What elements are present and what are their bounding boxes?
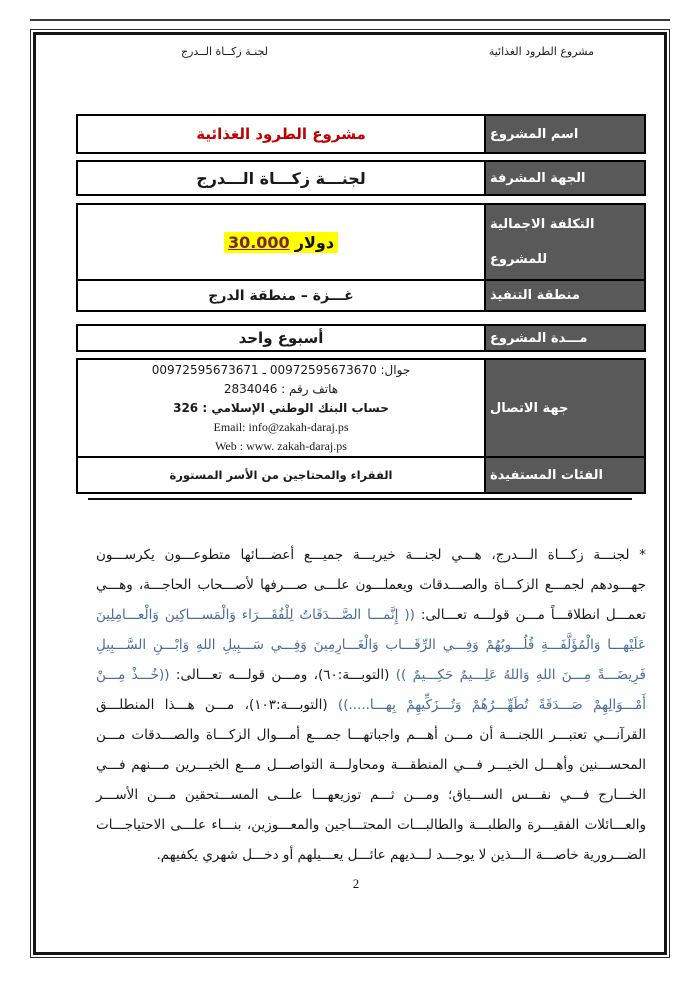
total-cost-label-line1: التكلفة الاجمالية xyxy=(490,217,595,232)
project-name-value xyxy=(78,116,484,152)
contact-mobile-line: جوال: 00972595673670 ـ 00972595673671 xyxy=(151,362,411,377)
supervising-body-value xyxy=(78,162,484,194)
total-cost-label xyxy=(484,205,644,279)
table-row-project-duration xyxy=(76,324,646,352)
table-row-contact xyxy=(76,358,646,458)
beneficiaries-value xyxy=(78,458,484,492)
cost-amount: 30.000 xyxy=(227,232,290,252)
page-frame xyxy=(30,29,670,958)
paragraph-body: (التوبـــة:١٠٣)، مـــن هـــذا المنطلـــق القرآنـــي تعتبـــر اللجنـــة أن مـــن أهـــم واجباتهـــا جمـــع أمـــوال الزكـــاة والصـــدقات مـــن المحســـنين وأهـــل الخيـــر فـــي المنطقـــة ومحاولـــة التواصـــل مـــع الخيـــرين مـــنهم فـــي الخـــارج فـــي نفـــس الســـياق؛ ومـــن ثـــم توزيعهـــا علـــى المســـتحقين مـــن الأســـر والعـــائلات الفقيـــرة والطلبـــة والطالبـــات المحتـــاجين والمعـــوزين، بنـــاء علـــى الاحتياجـــات الضـــرورية خاصـــة الـــذين لا يوجـــد لـــديهم عائـــل يعـــيلهم أو دخـــل شهري يكفيهم. xyxy=(96,697,646,863)
project-duration-value xyxy=(78,326,484,350)
implementation-area-text: غـــزة – منطقة الدرج xyxy=(208,287,354,304)
total-cost-label-line2: للمشروع xyxy=(490,252,548,267)
beneficiaries-label: الفئات المستفيدة xyxy=(484,458,644,492)
contact-email-line: Email: info@zakah-daraj.ps xyxy=(213,419,349,434)
beneficiaries-text: الفقراء والمحتاجين من الأسر المستورة xyxy=(169,468,393,482)
project-name-label: اسم المشروع xyxy=(484,116,644,152)
contact-bank-line: حساب البنك الوطني الإسلامي : 326 xyxy=(173,400,389,415)
table-bottom-rule xyxy=(88,498,632,500)
running-header xyxy=(36,45,664,65)
table-row-beneficiaries xyxy=(76,458,646,494)
table-row-implementation-area xyxy=(76,281,646,312)
cost-currency: دولار xyxy=(294,232,335,252)
contact-label: جهة الاتصال xyxy=(484,360,644,456)
supervising-body-label: الجهة المشرفة xyxy=(484,162,644,194)
page-number: 2 xyxy=(352,876,360,891)
contact-web-line: Web : www. zakah-daraj.ps xyxy=(215,438,347,453)
verse-1-reference: (التوبـــة:٦٠)، ومـــن قولـــه تعـــالى: xyxy=(169,667,396,683)
cost-highlight xyxy=(224,232,338,253)
about-committee-paragraph xyxy=(96,540,646,870)
supervising-body-text: لجنـــة زكـــاة الـــدرج xyxy=(196,168,366,188)
table-row-supervising-body xyxy=(76,160,646,196)
contact-value xyxy=(78,360,484,456)
top-rule xyxy=(30,19,670,21)
table-row-project-name xyxy=(76,114,646,154)
project-info-table xyxy=(76,114,646,494)
quran-verse-1: (( إِنَّمـــا الصَّـــدَقَاتُ لِلْفُقَـــرَاء وَالْمَســـاكِين وَالْعـــامِلِينَ عَلَيْهـــا وَالْمُؤَلَّفَـــةِ قُلُـــوبُهُمْ وَفِـــي الرِّقَـــاب وَالْغَـــارِمِينَ وَفِـــي سَـــبِيلِ اللهِ وَابْـــنِ السَّـــبِيلِ فَرِيضَـــةً مِـــنَ اللهِ وَاللهُ عَلِـــيمٌ حَكِـــيمٌ )) xyxy=(96,607,646,683)
project-name-text: مشروع الطرود الغذائية xyxy=(196,125,366,143)
paragraph-intro: * لجنـــة زكـــاة الـــدرج، هـــي لجنـــة خيريـــة جميـــع أعضـــائها متطوعـــون يكرســـون جهـــودهم لجمـــع الزكـــاة والصـــدقات ويعملـــون علـــى صـــرفها لأصـــحاب الحاجـــة، وهـــي تعمـــل انطلاقـــاً مـــن قولـــه تعـــالى: xyxy=(96,547,646,623)
project-duration-label: مـــدة المشروع xyxy=(484,326,644,350)
table-row-total-cost xyxy=(76,203,646,281)
quran-verse-2: ((خُـــذْ مِـــنْ أَمْـــوَالِهِمْ صَـــدَقَةً تُطَهِّـــرُهُمْ وَتُـــزَكِّيهِمْ بِهـــا.....)) xyxy=(96,667,646,713)
header-right-title: مشروع الطرود الغذائية xyxy=(488,45,594,58)
implementation-area-value xyxy=(78,281,484,310)
page-frame-inner xyxy=(33,32,667,955)
project-duration-text: أسبوع واحد xyxy=(238,329,324,347)
implementation-area-label: منطقة التنفيذ xyxy=(484,281,644,310)
contact-phone-line: هاتف رقم : 2834046 xyxy=(223,381,339,396)
header-left-title: لجنـة زكــاة الــدرج xyxy=(181,45,269,58)
page-content xyxy=(36,35,664,892)
total-cost-value xyxy=(78,205,484,279)
